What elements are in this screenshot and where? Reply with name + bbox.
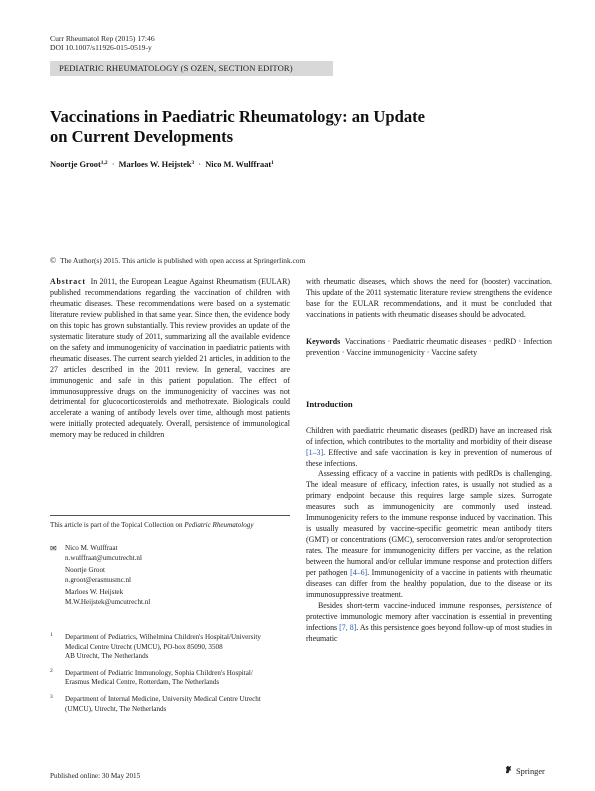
author-separator: · — [198, 160, 202, 169]
citation-link[interactable]: [7, 8] — [339, 622, 357, 632]
abstract-label: Abstract — [50, 277, 86, 286]
paragraph-text: of protective immunologic memory after vaccination is essential in preventing infections — [306, 600, 552, 632]
author-name[interactable]: Marloes W. Heijstek — [118, 160, 192, 169]
section-label: PEDIATRIC RHEUMATOLOGY (S OZEN, SECTION EDITOR) — [59, 63, 293, 73]
doi-line[interactable]: DOI 10.1007/s11926-015-0519-y — [50, 43, 152, 52]
affiliation-item — [50, 633, 300, 662]
contact-name: Noortje Groot — [65, 566, 105, 575]
affiliation-line: Department of Internal Medicine, University Medical Centre Utrecht — [65, 694, 261, 703]
abstract-continuation: with rheumatic diseases, which shows the need for (booster) vaccination. This update of the 2011 systematic literature review strengthens the evidence base for the EULAR recommendations, and it must be concluded that vaccinations in patients with rheumatic diseases should be advocated. — [306, 277, 552, 319]
introduction-heading: Introduction — [306, 398, 353, 409]
footnote-divider — [50, 515, 290, 516]
affiliation-line: AB Utrecht, The Netherlands — [65, 652, 149, 661]
copyright-notice — [50, 256, 305, 265]
publisher-name: Springer — [516, 767, 545, 776]
envelope-icon: ✉ — [50, 544, 57, 553]
article-title — [50, 107, 490, 147]
contact-email[interactable]: M.W.Heijstek@umcutrecht.nl — [65, 597, 151, 606]
author-name[interactable]: Nico M. Wulffraat — [205, 160, 272, 169]
keywords — [306, 337, 552, 359]
section-banner — [50, 61, 333, 76]
paragraph-text: . Immunogenicity of a vaccine in patients with rheumatic diseases can differ from the healthy population, due to the disease or its immunosuppressive treatment. — [306, 568, 552, 599]
affiliations — [50, 633, 300, 721]
affiliation-line: (UMCU), Utrecht, The Netherlands — [65, 704, 167, 713]
author-affiliation: 1,2 — [100, 160, 108, 166]
affiliation-number: 2 — [50, 667, 53, 674]
affiliation-number: 3 — [50, 693, 53, 700]
collection-link[interactable]: Pediatric Rheumatology — [184, 521, 254, 529]
contact-entry — [65, 566, 150, 585]
contact-email[interactable]: n.wulffraat@umcutrecht.nl — [65, 553, 142, 562]
contact-entry — [65, 544, 150, 563]
affiliation-line: Medical Centre Utrecht (UMCU), PO-box 85090, 3508 — [65, 642, 223, 651]
collection-note — [50, 521, 253, 529]
contact-name: Nico M. Wulffraat — [65, 544, 118, 552]
author-name[interactable]: Noortje Groot — [50, 160, 101, 169]
abstract-text: In 2011, the European League Against Rheumatism (EULAR) published recommendations regarding the vaccination of children with rheumatic diseases. These recommendations were based on a systematic literature review published in that same year. Since then, the evidence body on this topic has grown substantially. This review provides an update of the systematic literature study of 2011, summarizing all the available evidence on the safety and immunogenicity of vaccination in paediatric patients with rheumatic diseases. The current search yielded 21 articles, in addition to the 27 articles described in the 2011 review. In general, vaccines are immunogenic and safe in this patient population. The effect of immunosuppressive drugs on the immunogenicity of vaccines was not detrimental for glucocorticosteroids and methotrexate. Biologicals could accelerate a waning of antibody levels over time, although most patients were initially protected adequately. Overall, persistence of immunological memory may be reduced in children — [50, 277, 290, 440]
title-line-2: on Current Developments — [50, 127, 234, 146]
affiliation-line: Department of Pediatrics, Wilhelmina Children's Hospital/University — [65, 633, 261, 641]
author-affiliation: 3 — [191, 160, 195, 166]
published-online: Published online: 30 May 2015 — [50, 772, 141, 780]
emphasis-text: persistence — [505, 600, 542, 610]
contact-name: Marloes W. Heijstek — [65, 588, 124, 597]
paragraph-text: Assessing efficacy of a vaccine in patients with pedRDs is challenging. The ideal measure of efficacy, infection rates, is usually not studied as a primary endpoint because this requires large sample sizes. Surrogate measures such as immunogenicity are commonly used instead. Immunogenicity refers to the immune response induced by vaccination. This is usually measured by vaccine-specific geometric mean antibody titers (GMT) or concentrations (GMC), seroconversion rates and/or seroprotection rates. The measure for immunogenicity differs per vaccine, as the relation between the humoral and/or cellular immune response and protection differs per pathogen — [306, 469, 552, 578]
springer-horse-icon — [504, 765, 513, 774]
intro-paragraph-2 — [306, 469, 552, 600]
title-line-1: Vaccinations in Paediatric Rheumatology: an Update — [50, 107, 426, 126]
author-affiliation: 1 — [271, 160, 274, 166]
right-column — [306, 277, 552, 645]
affiliation-number: 1 — [50, 632, 53, 638]
citation-link[interactable]: [4–6] — [350, 568, 368, 578]
intro-paragraph-3 — [306, 601, 552, 645]
keywords-label: Keywords — [306, 336, 341, 346]
collection-prefix: This article is part of the Topical Collection on — [50, 521, 185, 529]
contact-email[interactable]: n.groot@erasmusmc.nl — [65, 575, 132, 584]
paragraph-text: Children with paediatric rheumatic diseases (pedRD) have an increased risk of infection, which contributes to the mortality and morbidity of their disease — [306, 425, 552, 446]
publisher-logo[interactable] — [504, 765, 545, 776]
citation-link[interactable]: [1–3] — [306, 447, 324, 457]
keywords-text: Vaccinations · Paediatric rheumatic diseases · pedRD · Infection prevention · Vaccine immunogenicity · Vaccine safety — [306, 336, 552, 357]
paragraph-text: . As this persistence goes beyond follow-up of most studies in rheumatic — [306, 622, 552, 643]
abstract — [50, 277, 290, 441]
journal-citation: Curr Rheumatol Rep (2015) 17:46 — [50, 34, 155, 43]
affiliation-item — [50, 669, 300, 688]
paragraph-text: . Effective and safe vaccination is key in prevention of numerous of these infections. — [306, 447, 552, 468]
contact-entry — [65, 588, 150, 607]
intro-paragraph-1 — [306, 426, 552, 470]
abstract-column — [50, 277, 290, 441]
copyright-icon: © — [50, 256, 57, 265]
affiliation-line: Department of Pediatric Immunology, Sophia Children's Hospital/ — [65, 668, 253, 677]
author-list — [50, 160, 274, 169]
affiliation-line: Erasmus Medical Centre, Rotterdam, The Netherlands — [65, 678, 220, 687]
affiliation-item — [50, 695, 300, 714]
author-separator: · — [111, 160, 115, 169]
paragraph-text: Besides short-term vaccine-induced immune responses, — [318, 600, 506, 610]
copyright-text: The Author(s) 2015. This article is published with open access at Springerlink.com — [60, 256, 306, 265]
